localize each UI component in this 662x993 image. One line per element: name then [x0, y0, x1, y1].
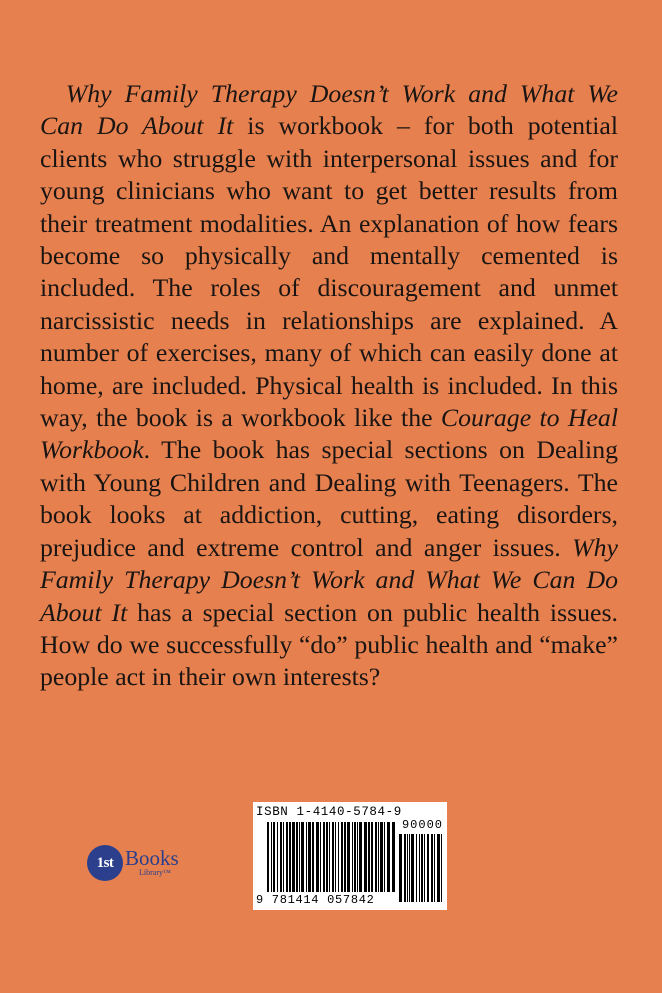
book-title-italic: Why Family Therapy Doesn’t Work and What We Can Do About It	[40, 532, 618, 627]
book-title-italic: Why Family Therapy Doesn’t Work and What We Can Do About It	[40, 79, 618, 141]
blurb-text: is workbook – for both potential clients who struggle with interpersonal issues and for young clinicians who want to get better results from their treatment modalities. An explanation of how fears become so physically and mentally cemented is included. The roles of discouragement and unmet narcissistic needs in relationships are explained. A number of exercises, many of which can easily done at home, are included. Physical health is included. In this way, the book is a workbook like the	[40, 111, 618, 433]
publisher-logo-name: Books	[125, 846, 179, 870]
blurb-text: . The book has special sections on Dealing with Young Children and Dealing with Teenagers. The book looks at addiction, cutting, eating disorders, prejudice and extreme control and anger issues.	[40, 435, 618, 562]
publisher-logo	[87, 845, 197, 885]
publisher-logo-subname: Library™	[139, 868, 171, 877]
price-addon-digits: 90000	[401, 818, 443, 832]
blurb-text: has a special section on public health issues. How do we successfully “do” public health and “make” people act in their own interests?	[40, 597, 618, 692]
referenced-title-italic: Courage to Heal Workbook	[40, 403, 618, 465]
ean-digits: 9 781414 057842	[256, 893, 375, 907]
back-cover-blurb	[40, 78, 618, 694]
isbn-label: ISBN 1-4140-5784-9	[256, 805, 402, 819]
publisher-logo-mark: 1st	[87, 845, 123, 881]
isbn-barcode	[253, 802, 447, 910]
